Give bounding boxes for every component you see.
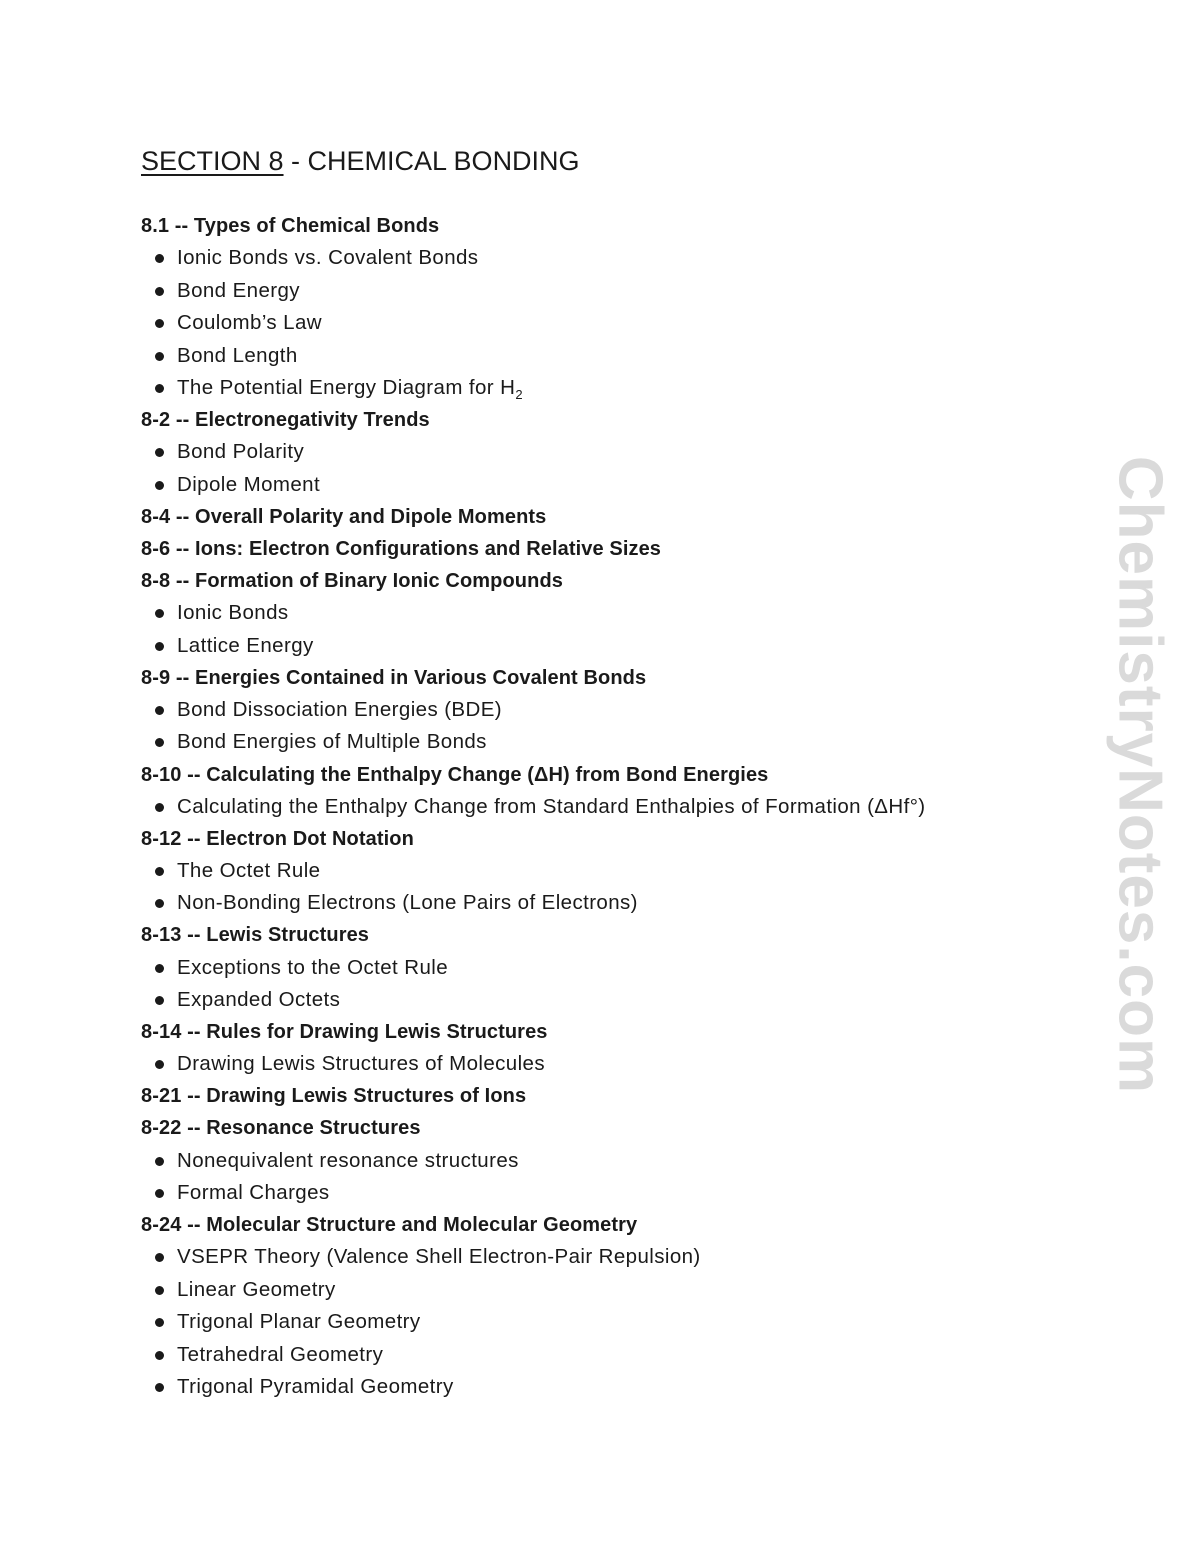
toc-item-text: Nonequivalent resonance structures (177, 1148, 519, 1172)
toc-heading (141, 1016, 548, 1048)
toc-heading-text: 8-4 -- Overall Polarity and Dipole Moments (141, 505, 547, 528)
toc-heading (141, 1209, 637, 1241)
toc-item-text: Bond Dissociation Energies (BDE) (177, 697, 502, 721)
toc-item-text: Exceptions to the Octet Rule (177, 955, 449, 979)
bullet-icon (155, 899, 164, 908)
bullet-icon (155, 964, 164, 973)
toc-heading-text: 8-21 -- Drawing Lewis Structures of Ions (141, 1085, 527, 1108)
toc-item-text: Dipole Moment (177, 472, 321, 496)
toc-item-text: Non-Bonding Electrons (Lone Pairs of Electrons) (177, 891, 638, 915)
bullet-icon (155, 1318, 164, 1327)
toc-heading-text: 8-13 -- Lewis Structures (141, 924, 370, 947)
toc-heading-text: 8-2 -- Electronegativity Trends (141, 409, 430, 432)
toc-item-text: Ionic Bonds (177, 601, 289, 625)
toc-item-text: The Octet Rule (177, 858, 321, 882)
toc-item (141, 469, 320, 501)
bullet-icon (155, 1060, 164, 1069)
bullet-icon (155, 738, 164, 747)
toc-heading-text: 8-6 -- Ions: Electron Configurations and Relative Sizes (141, 538, 662, 560)
toc-item-text: Formal Charges (177, 1181, 330, 1204)
toc-item (141, 372, 523, 404)
toc-item-text: Bond Energies of Multiple Bonds (177, 730, 487, 754)
toc-item (141, 952, 448, 984)
toc-heading (141, 210, 439, 242)
toc-item-text: Bond Length (177, 343, 298, 367)
bullet-icon (155, 254, 164, 263)
toc-item-text: Linear Geometry (177, 1277, 336, 1301)
subscript: 2 (515, 387, 523, 403)
bullet-icon (155, 1189, 164, 1198)
toc-heading-text: 8-22 -- Resonance Structures (141, 1117, 421, 1140)
toc-item (141, 694, 502, 726)
toc-item (141, 726, 487, 758)
toc-heading-text: 8-10 -- Calculating the Enthalpy Change (ΔH) from Bond Energies (141, 763, 769, 786)
toc-item (141, 242, 478, 274)
toc-heading (141, 501, 546, 533)
toc-item (141, 1371, 454, 1403)
toc-item (141, 1177, 330, 1209)
toc-item-text: Coulomb’s Law (177, 311, 322, 335)
toc-heading-text: 8.1 -- Types of Chemical Bonds (141, 215, 440, 237)
bullet-icon (155, 287, 164, 296)
toc-item-text: Expanded Octets (177, 988, 341, 1011)
toc-item (141, 436, 304, 468)
bullet-icon (155, 1253, 164, 1262)
bullet-icon (155, 1286, 164, 1295)
bullet-icon (155, 319, 164, 328)
toc-heading-text: 8-9 -- Energies Contained in Various Covalent Bonds (141, 666, 647, 689)
toc-item (141, 340, 298, 372)
toc-item (141, 1306, 421, 1338)
toc-item-text: Lattice Energy (177, 633, 314, 657)
toc-item-text: Drawing Lewis Structures of Molecules (177, 1052, 545, 1076)
bullet-icon (155, 384, 164, 393)
bullet-icon (155, 481, 164, 490)
toc-heading (141, 404, 430, 436)
toc-item (141, 1339, 383, 1371)
toc-item (141, 275, 300, 307)
section-subject: CHEMICAL BONDING (307, 146, 580, 176)
toc-heading (141, 823, 414, 855)
toc-item (141, 307, 322, 339)
page-title (141, 144, 580, 178)
toc-heading-text: 8-12 -- Electron Dot Notation (141, 827, 414, 850)
bullet-icon (155, 996, 164, 1005)
bullet-icon (155, 609, 164, 618)
toc-heading (141, 565, 563, 597)
bullet-icon (155, 706, 164, 715)
toc-item (141, 791, 926, 823)
toc-item-text: VSEPR Theory (Valence Shell Electron-Pair Repulsion) (177, 1245, 701, 1269)
toc-item (141, 1145, 519, 1177)
toc-heading (141, 759, 768, 791)
toc-item (141, 1241, 701, 1273)
toc-item-text: Calculating the Enthalpy Change from Standard Enthalpies of Formation (ΔHf°) (177, 794, 926, 818)
bullet-icon (155, 1351, 164, 1360)
toc-heading (141, 662, 646, 694)
toc-item (141, 984, 340, 1016)
toc-heading-text: 8-24 -- Molecular Structure and Molecular Geometry (141, 1214, 638, 1237)
toc-item-text: The Potential Energy Diagram for H (177, 376, 516, 400)
bullet-icon (155, 352, 164, 361)
toc-item-text: Trigonal Pyramidal Geometry (177, 1375, 454, 1399)
toc-item-text: Bond Polarity (177, 440, 305, 464)
toc-heading-text: 8-14 -- Rules for Drawing Lewis Structures (141, 1021, 548, 1044)
bullet-icon (155, 1383, 164, 1392)
toc-item (141, 1274, 336, 1306)
section-number: SECTION 8 (141, 146, 284, 176)
bullet-icon (155, 803, 164, 812)
toc-heading-text: 8-8 -- Formation of Binary Ionic Compounds (141, 570, 563, 593)
toc-item (141, 597, 289, 629)
toc-item (141, 887, 638, 919)
toc-item (141, 630, 314, 662)
toc-heading (141, 533, 661, 565)
toc-item (141, 855, 320, 887)
bullet-icon (155, 1157, 164, 1166)
toc-heading (141, 919, 369, 951)
toc-item-text: Bond Energy (177, 278, 300, 302)
bullet-icon (155, 448, 164, 457)
toc-item-text: Tetrahedral Geometry (177, 1342, 384, 1366)
toc-item-text: Ionic Bonds vs. Covalent Bonds (177, 246, 479, 270)
toc-heading (141, 1080, 526, 1112)
toc-item (141, 1048, 545, 1080)
bullet-icon (155, 642, 164, 651)
toc-item-text: Trigonal Planar Geometry (177, 1310, 421, 1334)
watermark: ChemistryNotes.com (1105, 455, 1175, 1095)
toc-heading (141, 1112, 421, 1144)
bullet-icon (155, 867, 164, 876)
title-separator: - (283, 146, 308, 176)
